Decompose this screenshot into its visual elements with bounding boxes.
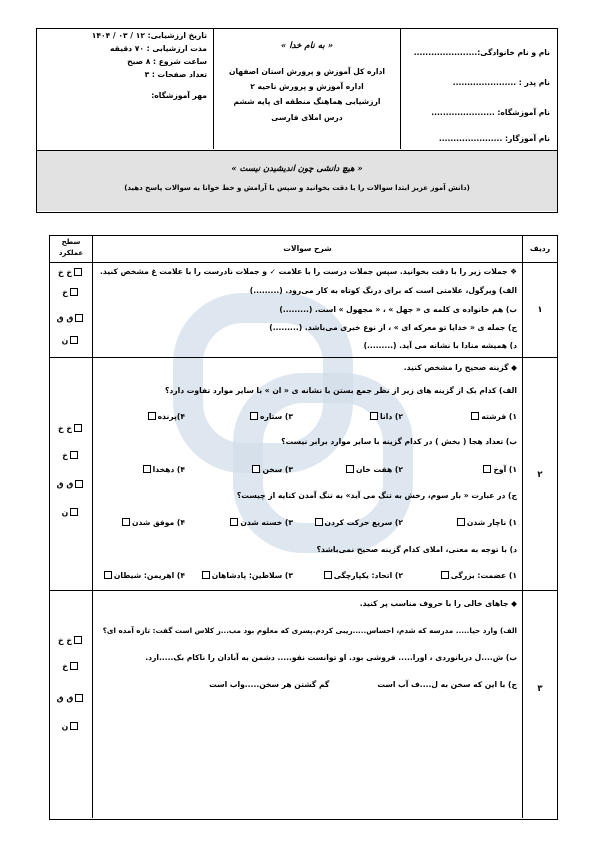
performance-level (50, 287, 92, 299)
level-label: خ خ (58, 424, 72, 433)
level-label: خ خ (58, 268, 72, 277)
level-checkbox[interactable] (75, 480, 83, 488)
description-header: شرح سوالات (283, 244, 332, 253)
level-label: ن (61, 508, 69, 517)
row-number-cell (523, 358, 557, 590)
exam-instructions: (دانش آموز عزیز ابتدا سوالات را با دقت بخوانید و سپس با آرامش و خط خوانا به سوالات پاسخ دهید) (124, 184, 470, 192)
mcq-option[interactable]: ۴) اهریمن: شیطان (97, 569, 185, 583)
option-checkbox[interactable] (324, 571, 332, 579)
teacher-name-field[interactable]: نام آموزگار: ...................... (438, 134, 550, 143)
level-checkbox[interactable] (74, 424, 82, 432)
performance-header-line-1: سطح (61, 238, 81, 246)
subject-title: درس املای فارسی (271, 113, 343, 122)
exam-title: ارزشیابی هماهنگ منطقه ای پایه ششم (233, 97, 381, 106)
option-checkbox[interactable] (122, 518, 130, 526)
mcq-option[interactable]: ۲) اتحاد: یکپارچگی (293, 569, 403, 583)
school-stamp-label: مهر آموزشگاه: (151, 91, 207, 100)
fill-blank-item[interactable]: ب) ش....ل دریانوردی ، اورا..... فروشی بود. او توانست نفو..... دشمن به آبادان را ناکام بک.....ارد. (145, 653, 517, 662)
statement-item[interactable]: د) همیشه منادا با نشانه می آید. (.........) (363, 341, 517, 350)
option-checkbox[interactable] (315, 518, 323, 526)
performance-level (50, 661, 92, 673)
mcq-option[interactable]: ۲) دانا (293, 410, 403, 424)
mcq-option[interactable]: ۱) عضمت: بزرگی (403, 569, 517, 583)
performance-level (50, 721, 92, 733)
question-row-2 (50, 358, 557, 591)
option-checkbox[interactable] (346, 465, 354, 473)
option-checkbox[interactable] (104, 571, 112, 579)
level-label: خ (62, 288, 68, 297)
fill-blank-verse[interactable] (97, 678, 517, 692)
father-name-field[interactable]: نام پدر : ...................... (452, 78, 550, 87)
option-checkbox[interactable] (252, 465, 260, 473)
motto-quote: « هیچ دانشی چون اندیشیدن نیست » (231, 163, 363, 173)
statement-item[interactable]: ج) جمله ی « خدایا تو معرکه ای » ، از نوع خبری می‌باشد. (.........) (269, 323, 517, 332)
row-number: ۱ (537, 305, 543, 315)
mcq-option[interactable]: ۴) موفق شدن (97, 516, 185, 530)
mcq-options (97, 410, 517, 424)
fill-blank-item[interactable]: الف) وارد حیا..... مدرسه که شدم، احساس.....ریبی کردم.پسری که معلوم بود مب...ر کلاس است گفت: تازه آمده ای؟ (102, 626, 517, 635)
option-checkbox[interactable] (471, 412, 479, 420)
level-label: خ (62, 451, 68, 460)
mcq-question: د) با توجه به معنی، املای کدام گزینه صحیح نمی‌باشد؟ (316, 545, 517, 554)
student-name-field[interactable]: نام و نام خانوادگی:...................... (413, 48, 550, 57)
option-checkbox[interactable] (441, 571, 449, 579)
exam-date: تاریخ ارزشیابی: ۱۲ / ۰۳ / ۱۴۰۴ (91, 31, 207, 40)
question-cell (92, 591, 523, 818)
mcq-option[interactable]: ۳) ستاره (185, 410, 293, 424)
question-cell (92, 263, 523, 357)
quote-box (37, 151, 557, 211)
performance-level (50, 267, 92, 279)
mcq-option[interactable]: ۳) خسته شدن (185, 516, 293, 530)
exam-pages: تعداد صفحات : ۳ (144, 70, 207, 79)
org-line-1: اداره کل آموزش و پرورش استان اصفهان (228, 67, 386, 76)
performance-level (50, 335, 92, 347)
verse-hemistich-1[interactable]: ج) با این که سخن به ل....ف آب است (377, 680, 517, 689)
mcq-option[interactable]: ۲) سریع حرکت کردن (293, 516, 403, 530)
performance-header-cell (50, 236, 92, 262)
row-number-cell (523, 591, 557, 818)
mcq-option[interactable]: ۴) دهخدا (97, 463, 185, 477)
performance-level (50, 313, 92, 325)
level-checkbox[interactable] (70, 288, 78, 296)
option-checkbox[interactable] (483, 465, 491, 473)
performance-cell (50, 263, 92, 357)
question-cell (92, 358, 523, 590)
level-label: ق ق (56, 314, 74, 323)
level-label: ق ق (56, 480, 74, 489)
mcq-question: الف) کدام یک از گزینه های زیر از نظر جمع بستن با نشانه ی « ان » با سایر موارد تفاوت دارد؟ (164, 386, 517, 395)
mcq-question: ب) تعداد هجا ( بخش ) در کدام گزینه با سایر موارد برابر نیست؟ (281, 437, 517, 446)
mcq-option[interactable]: ۱) ناچار شدن (403, 516, 517, 530)
level-label: ق ق (56, 694, 74, 703)
mcq-option[interactable]: ۴)پرنده (97, 410, 185, 424)
exam-start: ساعت شروع : ۸ صبح (127, 57, 207, 66)
performance-level (50, 507, 92, 519)
performance-cell (50, 358, 92, 590)
option-checkbox[interactable] (148, 412, 156, 420)
level-checkbox[interactable] (70, 508, 78, 516)
option-checkbox[interactable] (370, 412, 378, 420)
mcq-option[interactable]: ۳) سخن (185, 463, 293, 477)
exam-header (36, 28, 558, 213)
statement-item[interactable]: الف) ویرگول، علامتی است که برای درنگ کوتاه به کار می‌رود. (.........) (249, 286, 517, 295)
level-checkbox[interactable] (74, 636, 82, 644)
table-header-row (50, 236, 557, 263)
option-checkbox[interactable] (457, 518, 465, 526)
option-checkbox[interactable] (250, 412, 258, 420)
statement-item[interactable]: ب) هم خانواده ی کلمه ی « جهل » ، « مجهول » است. (.........) (279, 305, 517, 314)
header-info-band (37, 29, 557, 151)
org-line-2: اداره آموزش و پرورش ناحیه ۲ (250, 82, 364, 91)
row-number-cell (523, 263, 557, 357)
question-row-3 (50, 591, 557, 818)
school-name-field[interactable]: نام آموزشگاه: ...................... (431, 108, 550, 117)
option-checkbox[interactable] (143, 465, 151, 473)
organization-column (214, 29, 401, 149)
mcq-option[interactable]: ۳) سلاطین: پادشاهان (185, 569, 293, 583)
description-header-cell (92, 236, 523, 262)
level-checkbox[interactable] (75, 314, 83, 322)
questions-table (49, 235, 558, 820)
performance-header-line-2: عملکرد (58, 249, 84, 257)
level-checkbox[interactable] (74, 268, 82, 276)
row-number-header: ردیف (529, 244, 551, 253)
performance-level (50, 693, 92, 705)
verse-hemistich-2[interactable]: گم گشتن هر سخن.....واب است (209, 680, 330, 689)
level-label: ن (61, 336, 69, 345)
mcq-question: ج) در عبارت « بار سوم، رخش به تنگ می آید» به تنگ آمدن کنایه از چیست؟ (236, 491, 517, 500)
level-checkbox[interactable] (70, 336, 78, 344)
question-title: ◆ جاهای خالی را با حروف مناسب پر کنید. (359, 599, 517, 608)
level-checkbox[interactable] (70, 451, 78, 459)
level-label: ن (61, 722, 69, 731)
mcq-options (97, 463, 517, 477)
row-number: ۲ (537, 470, 543, 480)
mcq-option[interactable]: ۲) هفت خان (293, 463, 403, 477)
question-title: ❖ جملات زیر را با دقت بخوانید. سپس جملات درست را با علامت ✓ و جملات نادرست را با علامت غ مشخص کنید. (99, 267, 517, 276)
question-row-1 (50, 263, 557, 358)
performance-level (50, 479, 92, 491)
level-label: خ خ (58, 636, 72, 645)
exam-info-column (37, 29, 214, 149)
performance-level (50, 423, 92, 435)
level-checkbox[interactable] (70, 662, 78, 670)
level-label: خ (62, 662, 68, 671)
mcq-option[interactable]: ۱) فرشته (403, 410, 517, 424)
student-fields-column (401, 29, 556, 149)
performance-cell (50, 591, 92, 818)
exam-duration: مدت ارزشیابی : ۷۰ دقیقه (110, 44, 207, 53)
mcq-option[interactable]: ۱) آوخ (403, 463, 517, 477)
performance-level (50, 450, 92, 462)
level-checkbox[interactable] (75, 694, 83, 702)
option-checkbox[interactable] (202, 571, 210, 579)
level-checkbox[interactable] (70, 722, 78, 730)
mcq-options (97, 516, 517, 530)
mcq-options (97, 569, 517, 583)
performance-level (50, 635, 92, 647)
option-checkbox[interactable] (230, 518, 238, 526)
basmala: « به نام خدا » (280, 41, 334, 51)
row-number: ۳ (537, 684, 543, 694)
row-number-header-cell (523, 236, 557, 262)
question-title: ◆ گزینه صحیح را مشخص کنید. (403, 363, 517, 372)
